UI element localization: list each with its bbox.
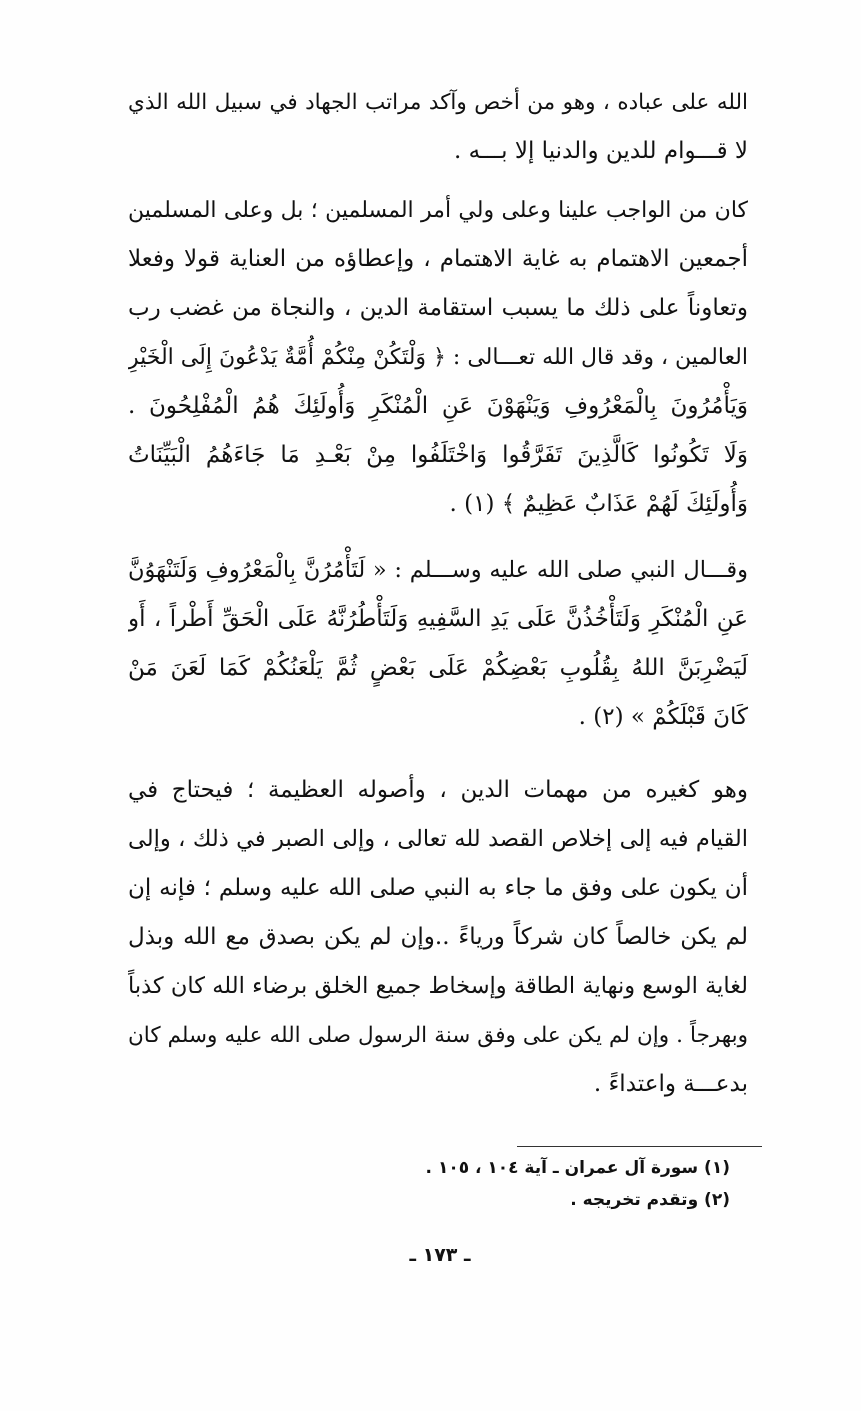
footnotes bbox=[300, 1152, 730, 1216]
text-line: لم يكن خالصاً كان شركاً ورياءً ..وإن لم يكن بصدق مع الله وبذل bbox=[128, 924, 748, 950]
text-line: لَيَضْرِبَنَّ اللهُ بِقُلُوبِ بَعْضِكُمْ عَلَى بَعْضٍ ثُمَّ يَلْعَنُكُمْ كَمَا لَعَنَ مَنْ bbox=[128, 655, 748, 681]
footnote-2: (٢) وتقدم تخريجه . bbox=[570, 1190, 730, 1210]
text-line: عَنِ الْمُنْكَرِ وَلَتَأْخُذُنَّ عَلَى يَدِ السَّفِيهِ وَلَتَأْطُرُنَّهُ عَلَى الْحَقِّ أَطْراً ، أَو bbox=[128, 606, 748, 632]
text-line: وَأُولَئِكَ لَهُمْ عَذَابٌ عَظِيمٌ ﴾ (١) . bbox=[449, 491, 748, 517]
footnote-1: (١) سورة آل عمران ـ آية ١٠٤ ، ١٠٥ . bbox=[425, 1158, 730, 1178]
paragraph-conditions bbox=[128, 766, 748, 1109]
text-line: وقـــال النبي صلى الله عليه وســـلم : « لَتَأْمُرُنَّ بِالْمَعْرُوفِ وَلَتَنْهَوُنَّ bbox=[128, 557, 748, 583]
footnote-divider bbox=[517, 1146, 762, 1147]
text-line: وهو كغيره من مهمات الدين ، وأصوله العظيمة ؛ فيحتاج في bbox=[128, 777, 748, 803]
text-line: كَانَ قَبْلَكُمْ » (٢) . bbox=[578, 704, 748, 730]
text-line: وَلَا تَكُونُوا كَالَّذِينَ تَفَرَّقُوا وَاخْتَلَفُوا مِنْ بَعْـدِ مَا جَاءَهُمُ الْبَيِّنَاتُ bbox=[128, 442, 748, 468]
text-line: الله على عباده ، وهو من أخص وآكد مراتب الجهاد في سبيل الله الذي bbox=[128, 90, 748, 115]
paragraph-continuation bbox=[128, 78, 748, 176]
page-number: ـ ١٧٣ ـ bbox=[409, 1244, 471, 1266]
text-line: لغاية الوسع ونهاية الطاقة وإسخاط جميع الخلق برضاء الله كان كذباً bbox=[128, 973, 748, 999]
text-line: بدعـــة واعتداءً . bbox=[593, 1071, 748, 1097]
paragraph-hadith bbox=[128, 546, 748, 742]
text-line: أن يكون على وفق ما جاء به النبي صلى الله عليه وسلم ؛ فإنه إن bbox=[128, 875, 748, 901]
text-line: وَيَأْمُرُونَ بِالْمَعْرُوفِ وَيَنْهَوْنَ عَنِ الْمُنْكَرِ وَأُولَئِكَ هُمُ الْمُفْلِحُونَ . bbox=[128, 393, 748, 419]
text-line: وتعاوناً على ذلك ما يسبب استقامة الدين ، والنجاة من غضب رب bbox=[128, 295, 748, 321]
text-line: وبهرجاً . وإن لم يكن على وفق سنة الرسول صلى الله عليه وسلم كان bbox=[128, 1023, 748, 1048]
text-line: أجمعين الاهتمام به غاية الاهتمام ، وإعطاؤه من العناية قولا وفعلا bbox=[128, 246, 748, 272]
text-line: العالمين ، وقد قال الله تعـــالى : ﴿ وَلْتَكُنْ مِنْكُمْ أُمَّةٌ يَدْعُونَ إِلَى الْخَيْرِ bbox=[128, 345, 748, 370]
paragraph-quran-citation bbox=[128, 186, 748, 529]
text-line: القيام فيه إلى إخلاص القصد لله تعالى ، وإلى الصبر في ذلك ، وإلى bbox=[128, 826, 748, 852]
text-line: لا قـــوام للدين والدنيا إلا بـــه . bbox=[453, 138, 748, 164]
text-line: كان من الواجب علينا وعلى ولي أمر المسلمين ؛ بل وعلى المسلمين bbox=[128, 198, 748, 223]
